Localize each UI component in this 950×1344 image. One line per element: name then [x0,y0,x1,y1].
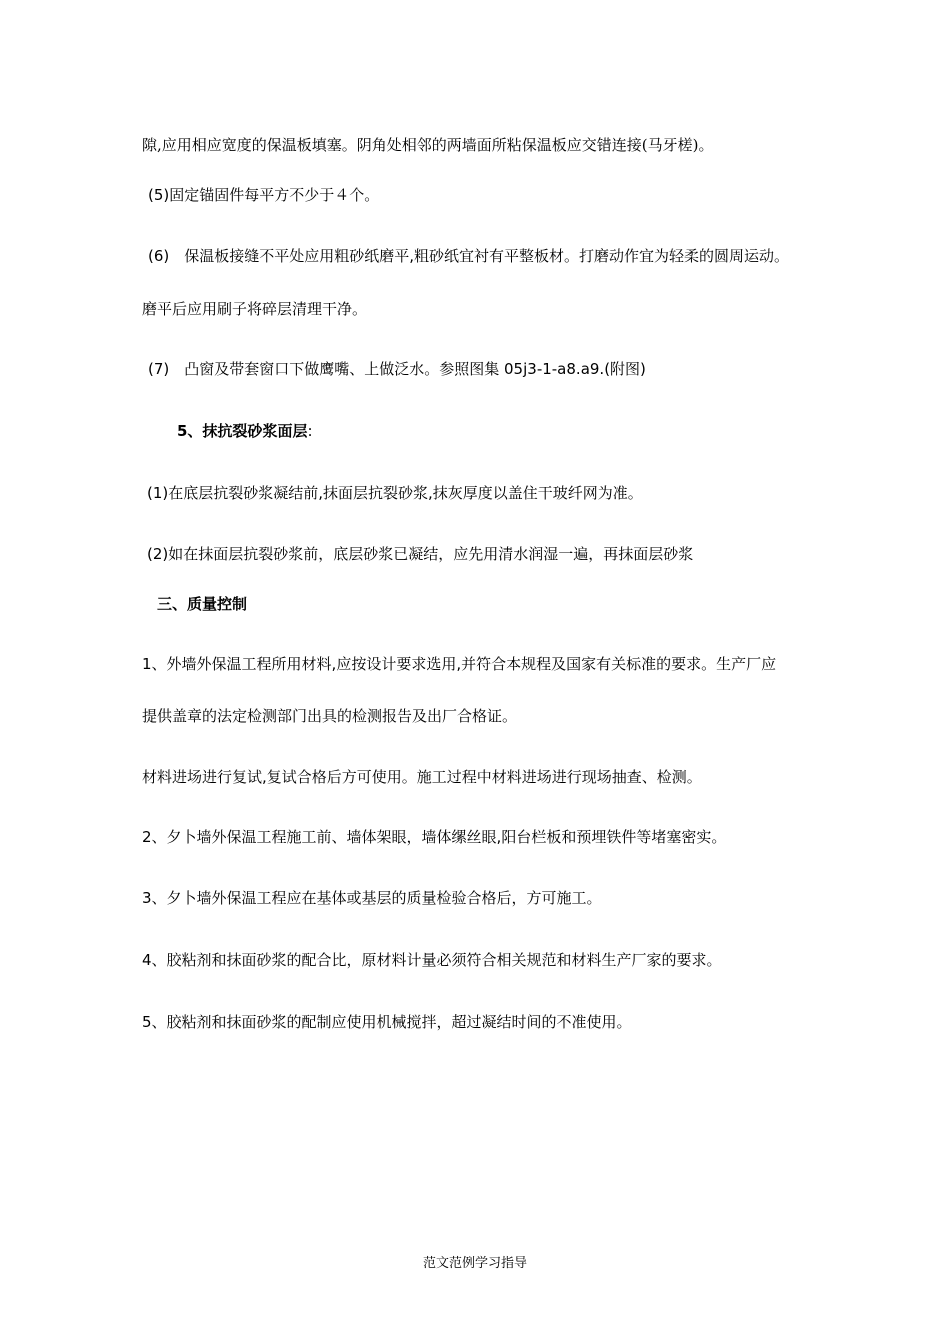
paragraph-line: 磨平后应用刷子将碎层清理干净。 [142,300,368,318]
paragraph-item-1: 1、外墙外保温工程所用材料,应按设计要求选用,并符合本规程及国家有关标准的要求。生产厂应 [142,655,777,673]
paragraph-item-2: 2、夕卜墙外保温工程施工前、墙体架眼，墙体缧丝眼,阳台栏板和预埋铁件等堵塞密实。 [142,828,727,846]
paragraph-item-2: (2)如在抹面层抗裂砂浆前，底层砂浆已凝结，应先用清水润湿一遍，再抹面层砂浆 [147,545,694,563]
paragraph-item-1: (1)在底层抗裂砂浆凝结前,抹面层抗裂砂浆,抹灰厚度以盖住干玻纤网为准。 [147,484,643,502]
paragraph-line: 隙,应用相应宽度的保温板填塞。阴角处相邻的两墙面所粘保温板应交错连接(马牙槎)。 [142,136,714,154]
section-heading-colon: : [307,422,313,440]
paragraph-item-4: 4、胶粘剂和抹面砂浆的配合比，原材料计量必须符合相关规范和材料生产厂家的要求。 [142,951,722,969]
paragraph-item-7: (7) 凸窗及带套窗口下做鹰嘴、上做泛水。参照图集 05j3-1-a8.a9.(附图) [148,360,646,378]
paragraph-line: 材料进场进行复试,复试合格后方可使用。施工过程中材料进场进行现场抽查、检测。 [142,768,702,786]
section-heading [177,421,313,441]
chapter-heading: 三、质量控制 [157,595,248,613]
paragraph-item-5: 5、胶粘剂和抹面砂浆的配制应使用机械搅拌，超过凝结时间的不准使用。 [142,1013,632,1031]
paragraph-line: 提供盖章的法定检测部门出具的检测报告及出厂合格证。 [142,707,518,725]
section-heading-text: 5、抹抗裂砂浆面层 [177,422,308,440]
paragraph-item-5: (5)固定锚固件每平方不少于４个。 [148,186,380,204]
paragraph-item-6: (6) 保温板接缝不平处应用粗砂纸磨平,粗砂纸宜衬有平整板材。打磨动作宜为轻柔的圆周运动。 [148,247,790,265]
paragraph-item-3: 3、夕卜墙外保温工程应在基体或基层的质量检验合格后，方可施工。 [142,889,602,907]
page-footer: 范文范例学习指导 [422,1256,527,1271]
